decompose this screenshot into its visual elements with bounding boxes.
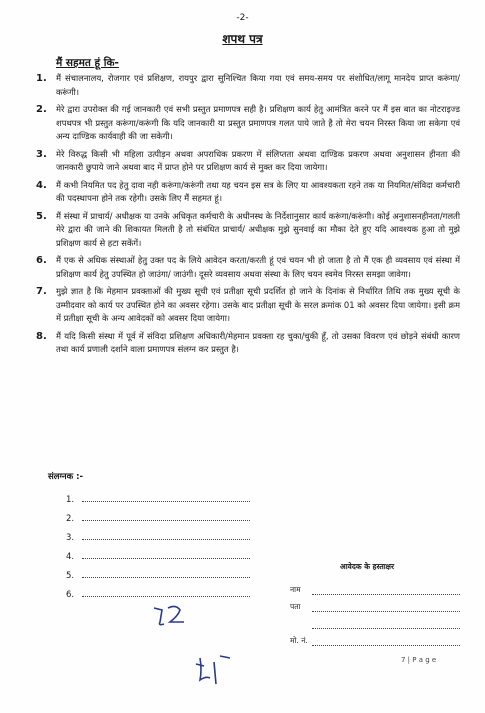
page-footer: 7 | P a g e [401,656,437,664]
clause-8 [36,330,460,357]
attachment-line-4[interactable] [66,550,266,562]
attachment-number: 2. [66,514,75,524]
clause-7 [36,285,460,326]
clause-text: मैं कभी नियमित पद हेतु दावा नही करूंगा/करूंगी तथा यह चयन इस सत्र के लिए या आवश्यकता रहने तक या नियमित/संविदा कर्मचारी की पदस्थापना होने तक रहेगी। उसके लिए मैं सहमत हूं। [56,179,460,203]
clause-number: 3. [36,148,47,160]
clause-3 [36,148,460,175]
field-label: पता [290,602,301,611]
clause-number: 7. [36,286,47,297]
clause-text: मैं संचालनालय, रोजगार एवं प्रशिक्षण, रायपुर द्वारा सुनिश्चित किया गया एवं समय-समय पर संशोधित/लागू मानदेय प्राप्त करूंगा/करूंगी। [56,73,460,97]
field-label: नाम [290,585,301,594]
attachment-number: 5. [66,571,75,581]
attachment-number: 3. [66,533,75,543]
clause-number: 8. [36,330,47,342]
signature-label: आवेदक के हस्ताक्षर [340,562,395,571]
attachment-blank[interactable] [82,588,250,597]
clause-number: 4. [36,179,47,191]
document-title: शपथ पत्र [222,32,263,46]
attachment-line-1[interactable] [66,493,266,505]
agree-heading: मैं सहमत हूं कि- [56,57,119,69]
clause-1 [36,72,460,99]
attachment-blank[interactable] [82,569,250,578]
clause-number: 1. [36,73,47,84]
field-blank-line[interactable] [312,594,460,595]
attachment-line-3[interactable] [66,531,266,543]
attachment-blank[interactable] [82,531,250,540]
applicant-field-1[interactable] [290,585,460,597]
signature-mark [190,650,240,690]
field-label: मो. नं. [290,636,308,645]
attachment-number: 1. [66,495,75,505]
field-blank-line[interactable] [312,628,460,629]
applicant-field-4[interactable] [290,636,460,648]
clause-text: मेरे विरुद्ध किसी भी महिला उत्पीड़न अथवा अपराधिक प्रकरण में संलिप्तता अथवा दाण्डिक प्रकरण अथवा अनुशासन हीनता की जानकारी छुपाये जाने अथवा बाद में प्राप्त होने पर प्रशिक्षण कार्य से मुक्त कर दिया जायेगा। [56,148,460,172]
field-blank-line[interactable] [312,611,460,612]
clause-6 [36,254,460,281]
attachment-line-5[interactable] [66,569,266,581]
attachment-blank[interactable] [82,550,250,559]
clause-4 [36,179,460,206]
attachment-number: 6. [66,590,75,600]
clause-2 [36,103,460,144]
clause-number: 6. [36,255,47,266]
clause-text: मुझे ज्ञात है कि मेहमान प्रवक्ताओं की मुख्य सूची एवं प्रतीक्षा सूची प्रदर्शित हो जाने के दिनांक से निर्धारित तिथि तक मुख्य सूची के उम्मीदवार को कार्य पर उपस्थित होने का अवसर रहेगा। उसके बाद प्रतीक्षा सूची के सरल क्रमांक 01 को अवसर दिया जायेगा। इसी क्रम में प्रतीक्षा सूची के अन्य आवेदकों को अवसर दिया जायेगा। [56,286,460,323]
clause-list [36,72,460,361]
clause-text: मैं यदि किसी संस्था में पूर्व में संविदा प्रशिक्षण अधिकारी/मेहमान प्रवक्ता रह चुका/चुकी हूँ, तो उसका विवरण एवं छोड़ने संबंधी कारण तथा कार्य प्रणाली दर्शाने वाला प्रमाणपत्र संलग्न कर प्रस्तुत है। [56,330,460,354]
clause-text: मैं एक से अधिक संस्थाओं हेतु उक्त पद के लिये आवेदन करता/करती हूं एवं चयन भी हो जाता है तो मैं एक ही व्यवसाय एवं संस्था में प्रशिक्षण कार्य हेतु उपस्थित हो जाउंगा/ जाउंगी। दूसरे व्यवसाय अथवा संस्था के लिए चयन स्वमेव निरस्त समझा जावेगा। [56,255,460,279]
field-blank-line[interactable] [312,645,460,646]
clause-text: मैं संस्था में प्राचार्य/ अधीक्षक या उनके अधिकृत कर्मचारी के अधीनस्थ के निर्देशानुसार कार्य करूंगा/करूंगी। कोई अनुशासनहीनता/गलती मेरे द्वारा की जाने की शिकायत मिलती है तो संबंधित प्राचार्य/ अधीक्षक मुझे सुनवाई का मौका देते हुए यदि आवश्यक हुआ तो मुझे प्रशिक्षण कार्य से हटा सकेंगें। [56,210,460,248]
attachment-line-2[interactable] [66,512,266,524]
page-number: -2- [236,13,249,23]
attachment-blank[interactable] [82,493,250,502]
initials-mark [150,600,200,630]
attachment-blank[interactable] [82,512,250,521]
applicant-field-3[interactable] [290,619,460,631]
clause-number: 5. [36,210,47,222]
clause-number: 2. [36,104,47,115]
attachment-number: 4. [66,552,75,562]
attachments-label: संलग्नक :- [48,472,84,482]
attachment-line-6[interactable] [66,588,266,600]
clause-5 [36,210,460,251]
clause-text: मेरे द्वारा उपरोक्त की गई जानकारी एवं सभी प्रस्तुत प्रमाणपत्र सही है। प्रशिक्षण कार्य हेतु आमंत्रित करने पर मैं इस बात का नोटराइज्ड शपथपत्र भी प्रस्तुत करूंगा/करूंगी कि यदि जानकारी या प्रस्तुत प्रमाणपत्र गलत पाये जाते है तो मेरा चयन निरस्त किया जा सकेगा एवं अन्य दाण्डिक कार्यवाही की जा सकेगी। [56,104,460,141]
applicant-field-2[interactable] [290,602,460,614]
